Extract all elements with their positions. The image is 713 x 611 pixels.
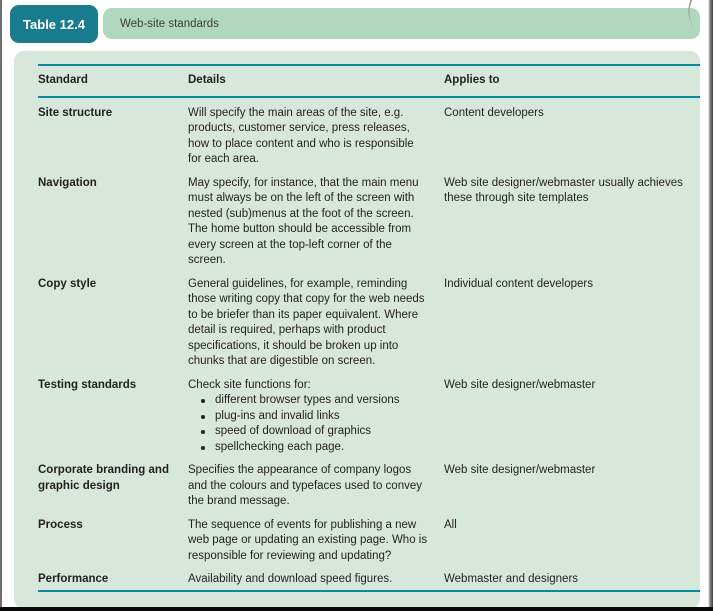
row-standard: Copy style [38, 277, 97, 290]
row-details: General guidelines, for example, reminding those writing copy that copy for the web needs to be briefer than its paper equivalent. Where detail is required, perhaps with product specifications, it should be broken up into chunks that are digestible on screen. [188, 277, 425, 367]
row-details: Availability and download speed figures. [188, 573, 393, 585]
row-details: Will specify the main areas of the site, e.g. products, customer service, press releases, how to place content and who is responsible for each area. [188, 106, 414, 165]
column-header-standard: Standard [38, 74, 88, 86]
bottom-rule [38, 590, 700, 592]
row-applies-to: All [444, 518, 457, 531]
column-header-applies-to: Applies to [444, 74, 500, 86]
table-row-process [24, 510, 690, 565]
row-details [188, 378, 444, 456]
bullet-item: spellchecking each page. [188, 440, 430, 456]
table-header [0, 0, 713, 43]
table-row-navigation [24, 168, 690, 269]
row-applies-to: Web site designer/webmaster [444, 464, 596, 476]
details-intro: Check site functions for: [188, 378, 311, 391]
row-standard: Navigation [38, 176, 97, 189]
row-standard: Performance [38, 573, 109, 585]
table-row-performance [24, 564, 690, 588]
row-standard: Site structure [38, 106, 113, 119]
table-column-headers [24, 66, 690, 96]
row-details: Specifies the appearance of company logos and the colours and typefaces used to convey the brand message. [188, 464, 422, 507]
row-standard: Testing standards [38, 378, 137, 391]
bullet-item: plug-ins and invalid links [188, 409, 430, 425]
table-panel [14, 51, 700, 609]
bullet-item: different browser types and versions [188, 393, 430, 409]
row-details: May specify, for instance, that the main menu must always be on the left of the screen with nested (sub)menus at the foot of the screen. The home button should be accessible from every screen at the top-left corner of the screen. [188, 176, 419, 266]
column-header-details: Details [188, 74, 226, 86]
table-row-site-structure [24, 98, 690, 168]
table-row-copy-style [24, 269, 690, 370]
details-bullet-list [188, 393, 430, 455]
table-number-badge: Table 12.4 [10, 5, 98, 43]
scan-edge-left [0, 0, 2, 611]
table-row-corporate-branding [24, 455, 690, 510]
table-title: Web-site standards [120, 17, 219, 30]
scan-edge-right [708, 0, 713, 611]
row-standard: Corporate branding and graphic design [38, 464, 169, 492]
row-applies-to: Individual content developers [444, 277, 593, 290]
table-title-bar [103, 8, 700, 39]
row-applies-to: Webmaster and designers [444, 573, 579, 585]
row-details: The sequence of events for publishing a new web page or updating an existing page. Who is responsible for reviewing and updating? [188, 518, 428, 562]
scan-edge-bottom [0, 607, 713, 611]
row-applies-to: Web site designer/webmaster [444, 378, 596, 391]
row-standard: Process [38, 518, 83, 531]
row-applies-to: Content developers [444, 106, 544, 119]
row-applies-to: Web site designer/webmaster usually achieves these through site templates [444, 176, 683, 204]
bullet-item: speed of download of graphics [188, 424, 430, 440]
table-row-testing-standards [24, 370, 690, 456]
